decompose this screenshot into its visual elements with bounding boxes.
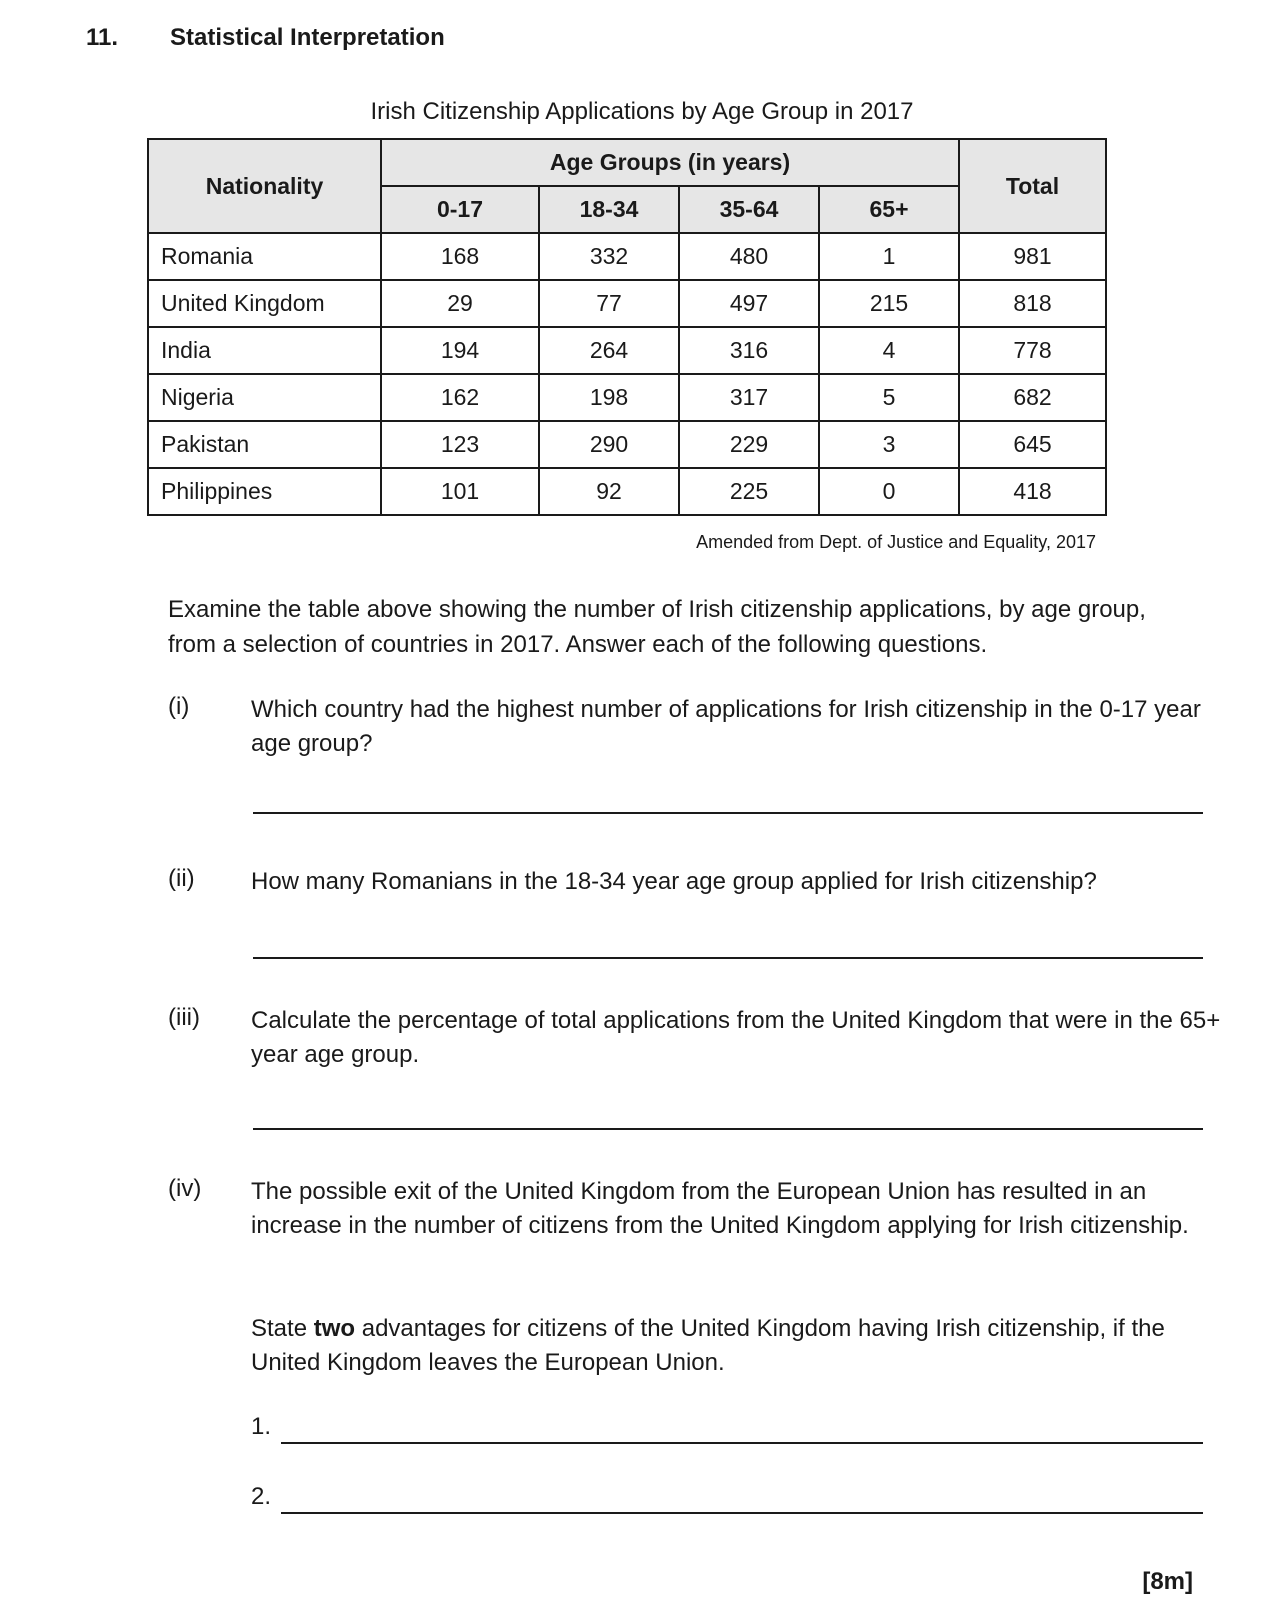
question-number: 11. [86,24,119,51]
total-cell: 818 [959,280,1106,327]
value-cell: 123 [381,421,539,468]
value-cell: 317 [679,374,819,421]
nationality-cell: India [148,327,381,374]
header-total: Total [959,139,1106,233]
total-cell: 682 [959,374,1106,421]
part-ii-text: How many Romanians in the 18-34 year age group applied for Irish citizenship? [251,868,1097,895]
marks-allocation: [8m] [1142,1568,1193,1595]
value-cell: 229 [679,421,819,468]
nationality-cell: Romania [148,233,381,280]
answer-2-line[interactable] [281,1512,1203,1514]
answer-2-label: 2. [251,1483,272,1510]
value-cell: 215 [819,280,959,327]
value-cell: 101 [381,468,539,515]
value-cell: 4 [819,327,959,374]
part-iv-instruction: State two advantages for citizens of the United Kingdom having Irish citizenship, if the United Kingdom leaves the European Union. [251,1315,1165,1376]
part-i-answer-line[interactable] [253,812,1203,814]
value-cell: 162 [381,374,539,421]
table-row [148,327,1106,374]
part-iii-text: Calculate the percentage of total applications from the United Kingdom that were in the 65+ year age group. [251,1007,1221,1068]
header-age-0-17: 0-17 [381,186,539,233]
value-cell: 316 [679,327,819,374]
nationality-cell: United Kingdom [148,280,381,327]
part-ii-label: (ii) [168,865,195,892]
table-row [148,374,1106,421]
value-cell: 290 [539,421,679,468]
value-cell: 0 [819,468,959,515]
table-row [148,468,1106,515]
value-cell: 3 [819,421,959,468]
value-cell: 198 [539,374,679,421]
table-row [148,233,1106,280]
nationality-cell: Philippines [148,468,381,515]
total-cell: 418 [959,468,1106,515]
value-cell: 92 [539,468,679,515]
value-cell: 264 [539,327,679,374]
value-cell: 225 [679,468,819,515]
value-cell: 332 [539,233,679,280]
intro-text: Examine the table above showing the number of Irish citizenship applications, by age group, from a selection of countries in 2017. Answer each of the following questions. [168,596,1146,658]
value-cell: 1 [819,233,959,280]
total-cell: 645 [959,421,1106,468]
table-source: Amended from Dept. of Justice and Equality, 2017 [696,532,1096,552]
table-caption: Irish Citizenship Applications by Age Group in 2017 [370,98,914,125]
value-cell: 5 [819,374,959,421]
value-cell: 497 [679,280,819,327]
part-ii-answer-line[interactable] [253,957,1203,959]
part-iv-text: The possible exit of the United Kingdom from the European Union has resulted in an increase in the number of citizens from the United Kingdom applying for Irish citizenship. [251,1178,1189,1239]
header-age-35-64: 35-64 [679,186,819,233]
question-title: Statistical Interpretation [170,24,445,51]
header-age-groups: Age Groups (in years) [381,139,959,186]
table-row [148,280,1106,327]
part-i-text: Which country had the highest number of applications for Irish citizenship in the 0-17 year age group? [251,696,1201,757]
citizenship-table [147,138,1107,516]
table-row [148,421,1106,468]
part-iii-answer-line[interactable] [253,1128,1203,1130]
value-cell: 194 [381,327,539,374]
header-age-65-plus: 65+ [819,186,959,233]
value-cell: 29 [381,280,539,327]
answer-1-label: 1. [251,1413,272,1440]
nationality-cell: Nigeria [148,374,381,421]
header-age-18-34: 18-34 [539,186,679,233]
value-cell: 480 [679,233,819,280]
total-cell: 778 [959,327,1106,374]
value-cell: 77 [539,280,679,327]
part-iii-label: (iii) [168,1004,200,1031]
value-cell: 168 [381,233,539,280]
part-i-label: (i) [168,693,190,720]
emphasis-two: two [313,1315,356,1342]
nationality-cell: Pakistan [148,421,381,468]
part-iv-label: (iv) [168,1175,202,1202]
total-cell: 981 [959,233,1106,280]
header-nationality: Nationality [148,139,381,233]
answer-1-line[interactable] [281,1442,1203,1444]
